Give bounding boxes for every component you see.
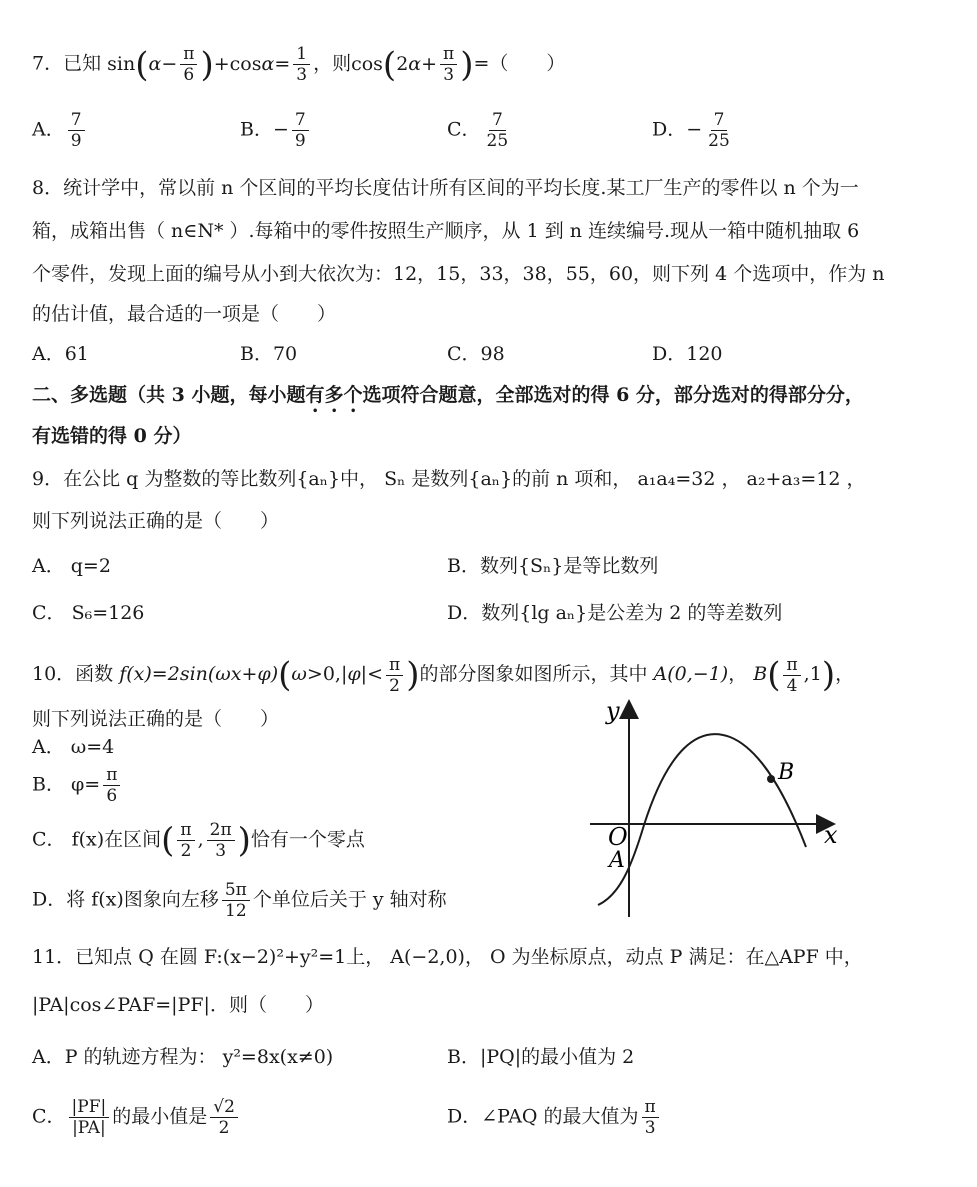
- graph-b-label: B: [778, 760, 795, 785]
- q8-line-2: 箱，成箱出售（ n∈N* ）.每箱中的零件按照生产顺序，从 1 到 n 连续编号.现从一箱中随机抽取 6: [32, 220, 860, 242]
- q11-line-2: |PA|cos∠PAF=|PF|．则（ ）: [32, 994, 324, 1016]
- graph-a-label: A: [609, 848, 625, 873]
- graph-x-label: x: [824, 821, 838, 849]
- q10-graph: [580, 695, 850, 925]
- q7-option-b[interactable]: B．− $\frac{7}{9}$: [240, 110, 312, 151]
- q9-option-b[interactable]: B．数列{Sₙ}是等比数列: [447, 555, 659, 577]
- q10-option-a[interactable]: A． ω=4: [32, 736, 115, 758]
- q9-option-d[interactable]: D．数列{lg aₙ}是公差为 2 的等差数列: [447, 602, 783, 624]
- q10-stem: 10．函数 f(x)=2sin(ωx+φ)(ω>0,|φ|< $\frac{\pi}{2}$ )的部分图象如图所示，其中 A(0,−1)， B( $\frac{\pi}{4}$ ,1)，: [32, 654, 855, 696]
- section-header-line-1: 二、多选题（共 3 小题，每小题有多个选项符合题意，全部选对的得 6 分，部分选对的得部分分，: [32, 384, 864, 406]
- q8-line-3: 个零件，发现上面的编号从小到大依次为：12，15，33，38，55，60，则下列 4 个选项中，作为 n: [32, 263, 885, 285]
- q10-option-d[interactable]: D．将 f(x)图象向左移 $\frac{5\pi}{12}$ 个单位后关于 y 轴对称: [32, 880, 447, 921]
- q11-option-b[interactable]: B．|PQ|的最小值为 2: [447, 1046, 635, 1068]
- q9-option-c[interactable]: C． S₆=126: [32, 602, 145, 624]
- q9-option-a[interactable]: A． q=2: [32, 555, 111, 577]
- q11-option-a[interactable]: A．P 的轨迹方程为： y²=8x(x≠0): [32, 1046, 334, 1068]
- q7-option-c[interactable]: C． $\frac{7}{25}$: [447, 110, 509, 151]
- q8-line-4: 的估计值，最合适的一项是（ ）: [32, 303, 337, 325]
- q7-stem: 7．已知 sin(α− $\frac{\pi}{6}$ )+cosα= $\frac{1}{3}$ ，则cos(2α+ $\frac{\pi}{3}$ )=（ ）: [32, 44, 566, 85]
- q9-line-1: 9．在公比 q 为整数的等比数列{aₙ}中， Sₙ 是数列{aₙ}的前 n 项和， a₁a₄=32 ， a₂+a₃=12 ，: [32, 468, 866, 490]
- q11-option-d[interactable]: D．∠PAQ 的最大值为 $\frac{\pi}{3}$: [447, 1097, 662, 1138]
- q7-option-d[interactable]: D．− $\frac{7}{25}$: [652, 110, 730, 151]
- graph-y-label: y: [606, 697, 620, 725]
- graph-origin-label: O: [608, 823, 628, 851]
- q7-target: cos(2α+ $\frac{\pi}{3}$ ): [351, 44, 474, 85]
- q8-option-c[interactable]: C．98: [447, 343, 505, 365]
- q10-function: f(x)=2sin(ωx+φ): [119, 663, 279, 685]
- q7-option-a[interactable]: A． $\frac{7}{9}$: [32, 110, 88, 151]
- q7-equation: sin(α− $\frac{\pi}{6}$ )+cosα= $\frac{1}{3}$: [107, 53, 313, 75]
- q11-line-1: 11．已知点 Q 在圆 F:(x−2)²+y²=1上， A(−2,0)， O 为坐标原点，动点 P 满足：在△APF 中，: [32, 946, 863, 968]
- q9-line-2: 则下列说法正确的是（ ）: [32, 510, 280, 532]
- q8-option-d[interactable]: D．120: [652, 343, 723, 365]
- q10-option-c[interactable]: C． f(x)在区间( $\frac{\pi}{2}$ , $\frac{2\pi}{3}$ )恰有一个零点: [32, 820, 365, 861]
- q10-line-2: 则下列说法正确的是（ ）: [32, 708, 280, 730]
- section-header-line-2: 有选错的得 0 分）: [32, 425, 192, 447]
- point-b: [767, 775, 775, 783]
- q8-line-1: 8．统计学中，常以前 n 个区间的平均长度估计所有区间的平均长度.某工厂生产的零件以 n 个为一: [32, 177, 859, 199]
- q11-option-c[interactable]: C． $\frac{|PF|}{|PA|}$ 的最小值是 $\frac{√2}{2}$: [32, 1097, 241, 1138]
- q8-option-b[interactable]: B．70: [240, 343, 298, 365]
- q10-option-b[interactable]: B． φ= $\frac{\pi}{6}$: [32, 765, 123, 806]
- q8-option-a[interactable]: A．61: [32, 343, 89, 365]
